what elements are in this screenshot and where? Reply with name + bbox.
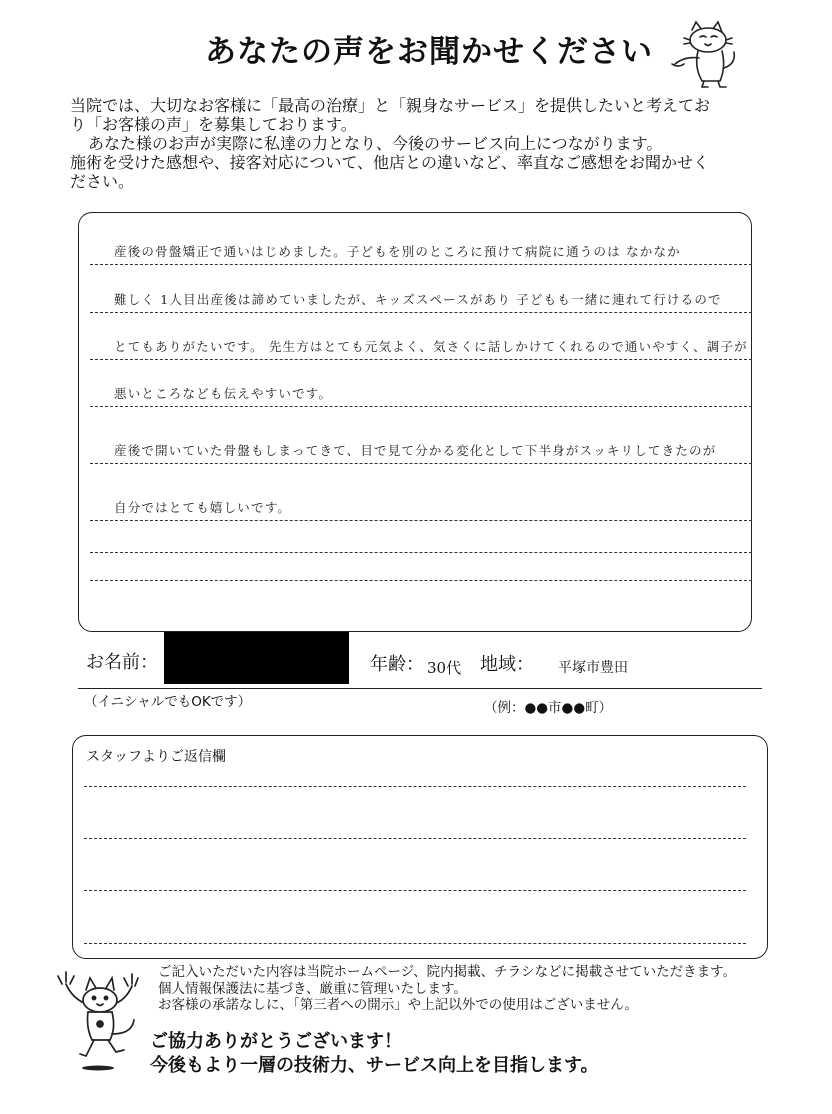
intro-line: 施術を受けた感想や、接客対応について、他店との違いなど、率直なご感想をお聞かせく [70, 153, 710, 172]
cat-mascot-icon [668, 18, 740, 90]
reply-line [84, 786, 746, 787]
message-line: とてもありがたいです。 先生方はとても元気よく、気さくに話しかけてくれるので通いやすく、調子が [90, 333, 752, 360]
name-redaction [164, 632, 349, 684]
message-line: 産後で開いていた骨盤もしまってきて、目で見て分かる変化として下半身がスッキリしてきたのが [90, 437, 752, 464]
thanks-message [150, 1030, 599, 1078]
message-line: 自分ではとても嬉しいです。 [90, 494, 752, 521]
message-line [90, 554, 752, 581]
message-line: 難しく 1人目出産後は諦めていましたが、キッズスペースがあり 子どもも一緒に連れて行けるので [90, 286, 752, 313]
region-example: （例：●●市●●町） [484, 700, 613, 716]
thanks-line: 今後もより一層の技術力、サービス向上を目指します。 [150, 1055, 599, 1076]
footer-note: 個人情報保護法に基づき、厳重に管理いたします。 [158, 980, 467, 997]
age-label: 年齢： [370, 654, 424, 675]
reply-line [84, 890, 746, 891]
name-note: （イニシャルでもOKです） [84, 694, 252, 710]
footer-notes [158, 964, 818, 1014]
reply-line [84, 838, 746, 839]
footer-note: お客様の承諾なしに、「第三者への開示」や上記以外での使用はございません。 [158, 997, 639, 1013]
staff-reply-box [72, 735, 768, 959]
intro-line: り「お客様の声」を募集しております。 [70, 115, 357, 134]
age-value: 30代 [427, 659, 462, 677]
region-value: 平塚市豊田 [558, 660, 628, 676]
name-label: お名前： [86, 652, 158, 673]
message-line: 産後の骨盤矯正で通いはじめました。子どもを別のところに預けて病院に通うのは なかなか [90, 238, 752, 265]
intro-line: ださい。 [70, 172, 135, 191]
intro-line: あなた様のお声が実際に私達の力となり、今後のサービス向上につながります。 [88, 134, 663, 153]
cat-mascot-icon [52, 968, 147, 1073]
region-label: 地域： [480, 654, 534, 675]
reply-line [84, 943, 746, 944]
footer-note: ご記入いただいた内容は当院ホームページ、院内掲載、チラシなどに掲載させていただきます。 [158, 964, 737, 980]
message-line: 悪いところなども伝えやすいです。 [90, 380, 752, 407]
message-line [90, 526, 752, 553]
info-underline [78, 688, 762, 689]
intro-line: 当院では、大切なお客様に「最高の治療」と「親身なサービス」を提供したいと考えてお [70, 96, 711, 115]
page-title: あなたの声をお聞かせください [205, 34, 653, 70]
thanks-line: ご協力ありがとうございます！ [150, 1031, 402, 1052]
intro-text [70, 96, 770, 191]
staff-reply-title: スタッフよりご返信欄 [86, 749, 226, 765]
